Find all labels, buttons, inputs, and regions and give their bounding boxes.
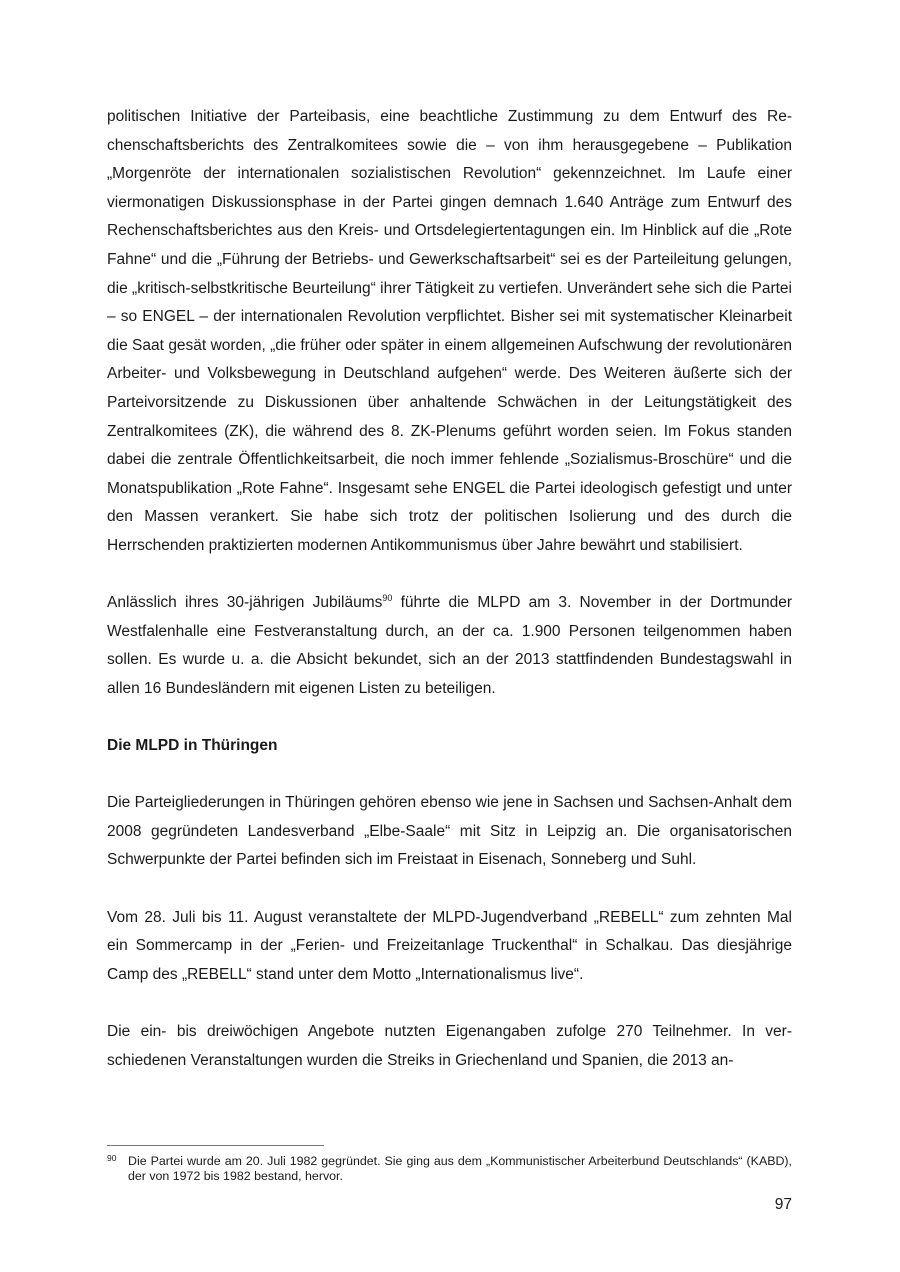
paragraph-2-text-start: Anlässlich ihres 30-jährigen Jubiläums xyxy=(107,594,383,612)
paragraph-5: Die ein- bis dreiwöchigen Angebote nutzten Eigenangaben zufolge 270 Teilnehmer. In verschiedenen Veranstaltungen wurden die Streiks in Griechenland und Spanien, die 2013 an- xyxy=(107,1023,792,1069)
paragraph-2-text-end: führte die MLPD am 3. November in der Dortmunder Westfalenhalle eine Festveranstaltung durch, an der ca. 1.900 Personen teilgenommen haben sollen. Es wurde u. a. die Absicht bekundet, sich an der 2013 stattfindenden Bundestagswahl in allen 16 Bundesländern mit eigenen Listen zu beteiligen. xyxy=(107,594,792,697)
footnote-divider xyxy=(107,1145,324,1146)
paragraph-4: Vom 28. Juli bis 11. August veranstaltete der MLPD-Jugendverband „REBELL“ zum zehnten Mal ein Sommercamp in der „Ferien- und Freizeitanlage Truckenthal“ in Schalkau. Das diesjährige Camp des „REBELL“ stand unter dem Motto „Internationalismus live“. xyxy=(107,908,792,983)
document-body xyxy=(107,103,792,1075)
footnote-reference[interactable]: 90 xyxy=(382,592,393,603)
footnote-text: Die Partei wurde am 20. Juli 1982 gegründet. Sie ging aus dem „Kommunistischer Arbeiterbund Deutschlands“ (KABD), der von 1972 bis 1982 bestand, hervor. xyxy=(128,1154,792,1183)
footnote xyxy=(107,1154,792,1184)
page-number: 97 xyxy=(774,1196,792,1213)
paragraph-2 xyxy=(107,589,792,703)
section-heading: Die MLPD in Thüringen xyxy=(107,737,278,755)
paragraph-3: Die Parteigliederungen in Thüringen gehören ebenso wie jene in Sachsen und Sachsen-Anhalt dem 2008 gegründeten Landesverband „Elbe-Saale“ mit Sitz in Leipzig an. Die organisatorischen Schwerpunkte der Partei befinden sich im Freistaat in Eisenach, Sonneberg und Suhl. xyxy=(107,794,792,869)
footnote-number: 90 xyxy=(107,1153,117,1163)
paragraph-1: politischen Initiative der Parteibasis, eine beachtliche Zustimmung zu dem Entwurf des Rechenschaftsberichts des Zentralkomitees sowie die – von ihm herausgegebene – Publikation „Morgenröte der internationalen sozialistischen Revolution“ gekennzeichnet. Im Laufe einer viermonatigen Diskussionsphase in der Partei gingen demnach 1.640 Anträge zum Entwurf des Rechenschaftsberichtes aus den Kreis- und Ortsdelegiertentagungen ein. Im Hinblick auf die „Rote Fahne“ und die „Führung der Betriebs- und Gewerkschaftsarbeit“ sei es der Parteileitung gelungen, die „kritisch-selbstkritische Beurteilung“ ihrer Tätigkeit zu vertiefen. Unverändert sehe sich die Partei – so ENGEL – der internationalen Revolution verpflichtet. Bisher sei mit systematischer Kleinarbeit die Saat gesät worden, „die früher oder später in einem allgemeinen Aufschwung der revolutionären Arbeiter- und Volksbewegung in Deutschland aufgehen“ werde. Des Weiteren äußerte sich der Parteivorsitzende zu Diskussionen über anhaltende Schwächen in der Leitungstätigkeit des Zentralkomitees (ZK), die während des 8. ZK-Plenums geführt worden seien. Im Fokus standen dabei die zentrale Öffentlichkeitsarbeit, die noch immer fehlende „Sozialismus-Broschüre“ und die Monatspublikation „Rote Fahne“. Insgesamt sehe ENGEL die Partei ideologisch gefestigt und unter den Massen verankert. Sie habe sich trotz der politischen Isolierung und des durch die Herrschenden praktizierten modernen Antikommunismus über Jahre bewährt und stabilisiert. xyxy=(107,108,792,554)
